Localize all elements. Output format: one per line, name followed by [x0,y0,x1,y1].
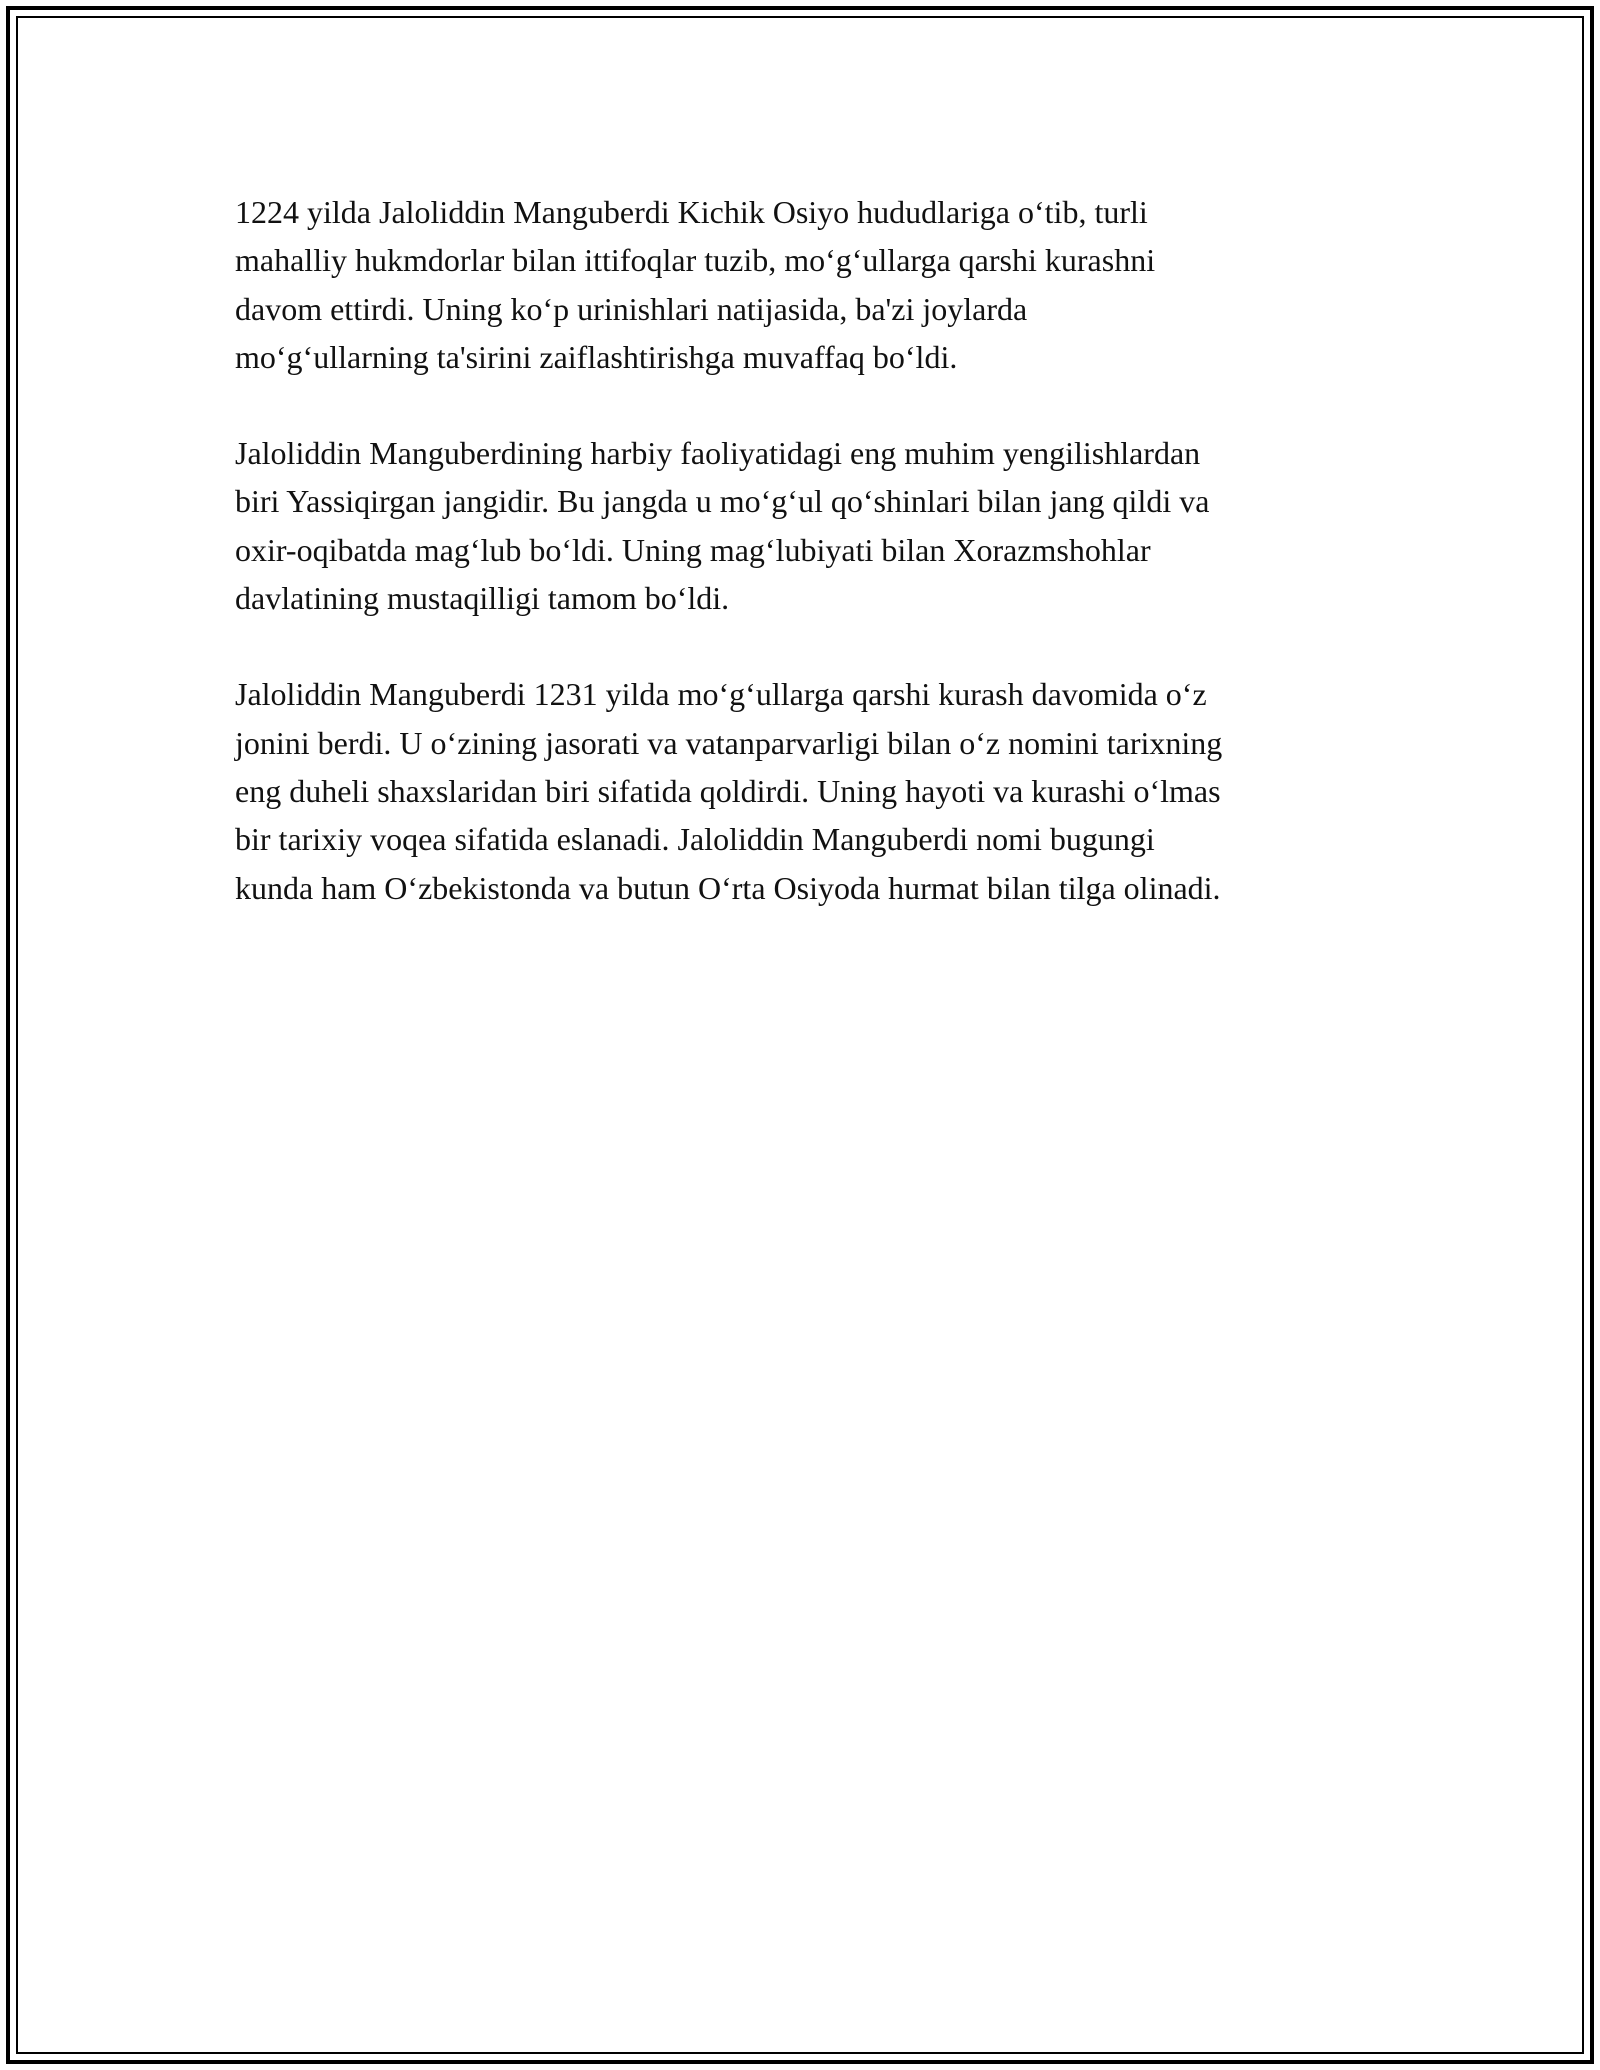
paragraph-1: 1224 yilda Jaloliddin Manguberdi Kichik Osiyo hududlariga o‘tib, turli mahalliy hukmdorlar bilan ittifoqlar tuzib, mo‘g‘ullarga qarshi kurashni davom ettirdi. Uning ko‘p urinishlari natijasida, ba'zi joylarda mo‘g‘ullarning ta'sirini zaiflashtirishga muvaffaq bo‘ldi. [235,194,1156,375]
paragraph-3: Jaloliddin Manguberdi 1231 yilda mo‘g‘ullarga qarshi kurash davomida o‘z jonini berdi. U o‘zining jasorati va vatanparvarligi bilan o‘z nomini tarixning eng duheli shaxslaridan biri sifatida qoldirdi. Uning hayoti va kurashi o‘lmas bir tarixiy voqea sifatida eslanadi. Jaloliddin Manguberdi nomi bugungi kunda ham O‘zbekistonda va butun O‘rta Osiyoda hurmat bilan tilga olinadi. [235,676,1223,906]
paragraph-2: Jaloliddin Manguberdining harbiy faoliyatidagi eng muhim yengilishlardan biri Yassiqirgan jangidir. Bu jangda u mo‘g‘ul qo‘shinlari bilan jang qildi va oxir-oqibatda mag‘lub bo‘ldi. Uning mag‘lubiyati bilan Xorazmshohlar davlatining mustaqilligi tamom bo‘ldi. [235,435,1210,617]
document-body [235,188,1395,960]
